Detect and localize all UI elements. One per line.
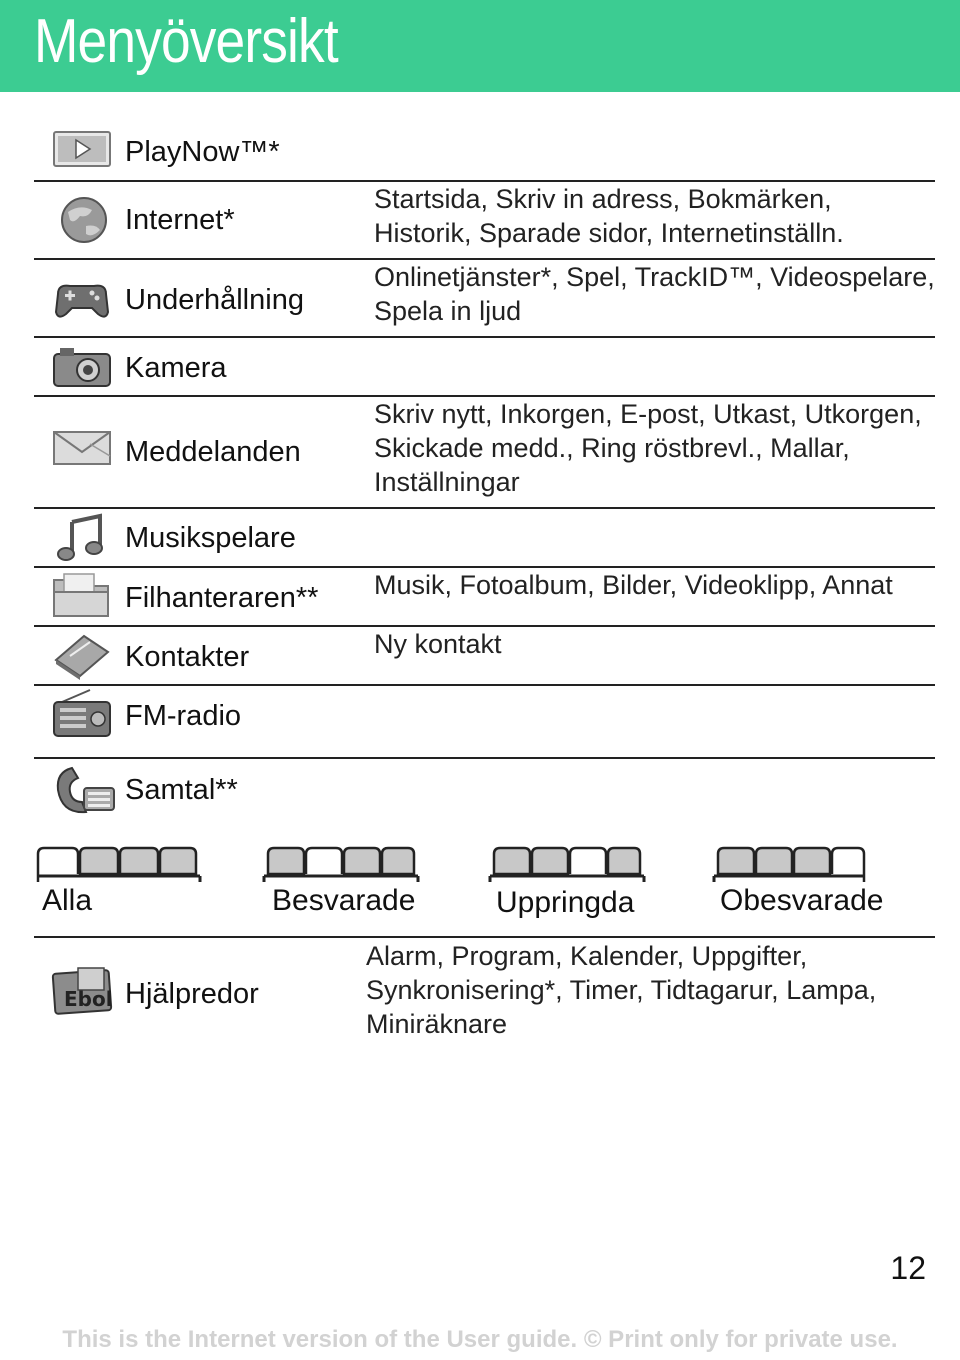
camera-icon bbox=[50, 342, 114, 394]
menu-desc-kontakter: Ny kontakt bbox=[374, 629, 502, 659]
page-header bbox=[0, 0, 960, 92]
menu-item-samtal[interactable]: Samtal** bbox=[125, 774, 238, 806]
phone-icon bbox=[50, 762, 114, 814]
folder-icon bbox=[50, 570, 114, 622]
tab-uppringda[interactable] bbox=[488, 842, 658, 932]
tab-besvarade[interactable] bbox=[262, 842, 432, 932]
menu-item-kontakter[interactable]: Kontakter bbox=[125, 641, 250, 673]
menu-item-playnow[interactable]: PlayNow™* bbox=[125, 136, 280, 168]
menu-desc-internet: Startsida, Skriv in adress, Bokmärken, Historik, Sparade sidor, Internetinställn. bbox=[374, 184, 844, 248]
menu-item-underhallning[interactable]: Underhållning bbox=[125, 284, 304, 316]
tab-label: Alla bbox=[42, 884, 93, 917]
menu-item-kamera[interactable]: Kamera bbox=[125, 352, 227, 384]
organizer-icon bbox=[50, 964, 114, 1016]
radio-icon bbox=[50, 688, 114, 740]
svg-text:Ebol: Ebol bbox=[64, 987, 113, 1011]
menu-item-hjalpredor[interactable]: Hjälpredor bbox=[125, 978, 259, 1010]
divider bbox=[34, 684, 935, 686]
menu-desc-underhallning: Onlinetjänster*, Spel, TrackID™, Videospelare, Spela in ljud bbox=[374, 262, 935, 326]
menu-desc-meddelanden: Skriv nytt, Inkorgen, E-post, Utkast, Utkorgen, Skickade medd., Ring röstbrevl., Mallar, Inställningar bbox=[374, 399, 922, 497]
call-tabs bbox=[0, 842, 960, 932]
music-note-icon bbox=[50, 512, 114, 564]
footer-note: This is the Internet version of the User guide. © Print only for private use. bbox=[62, 1326, 898, 1353]
tab-label: Obesvarade bbox=[720, 884, 884, 917]
tab-alla[interactable] bbox=[34, 842, 204, 932]
menu-desc-filhanteraren: Musik, Fotoalbum, Bilder, Videoklipp, Annat bbox=[374, 570, 893, 600]
tab-obesvarade[interactable] bbox=[712, 842, 882, 932]
menu-desc-hjalpredor: Alarm, Program, Kalender, Uppgifter, Synkronisering*, Timer, Tidtagarur, Lampa, Miniräknare bbox=[366, 941, 877, 1039]
menu-item-internet[interactable]: Internet* bbox=[125, 204, 235, 236]
page-title: Menyöversikt bbox=[34, 7, 338, 76]
divider bbox=[34, 936, 935, 938]
globe-icon bbox=[50, 194, 114, 246]
address-book-icon bbox=[50, 630, 114, 682]
menu-item-filhanteraren[interactable]: Filhanteraren** bbox=[125, 582, 319, 614]
menu-item-musikspelare[interactable]: Musikspelare bbox=[125, 522, 296, 554]
tab-label: Uppringda bbox=[496, 886, 635, 919]
playnow-icon bbox=[50, 128, 114, 180]
page-number: 12 bbox=[890, 1250, 926, 1286]
divider bbox=[34, 336, 935, 338]
menu-item-meddelanden[interactable]: Meddelanden bbox=[125, 436, 301, 468]
divider bbox=[34, 757, 935, 759]
divider bbox=[34, 507, 935, 509]
menu-item-fm-radio[interactable]: FM-radio bbox=[125, 700, 242, 732]
gamepad-icon bbox=[50, 274, 114, 326]
envelope-icon bbox=[50, 426, 114, 478]
tab-label: Besvarade bbox=[272, 884, 416, 917]
